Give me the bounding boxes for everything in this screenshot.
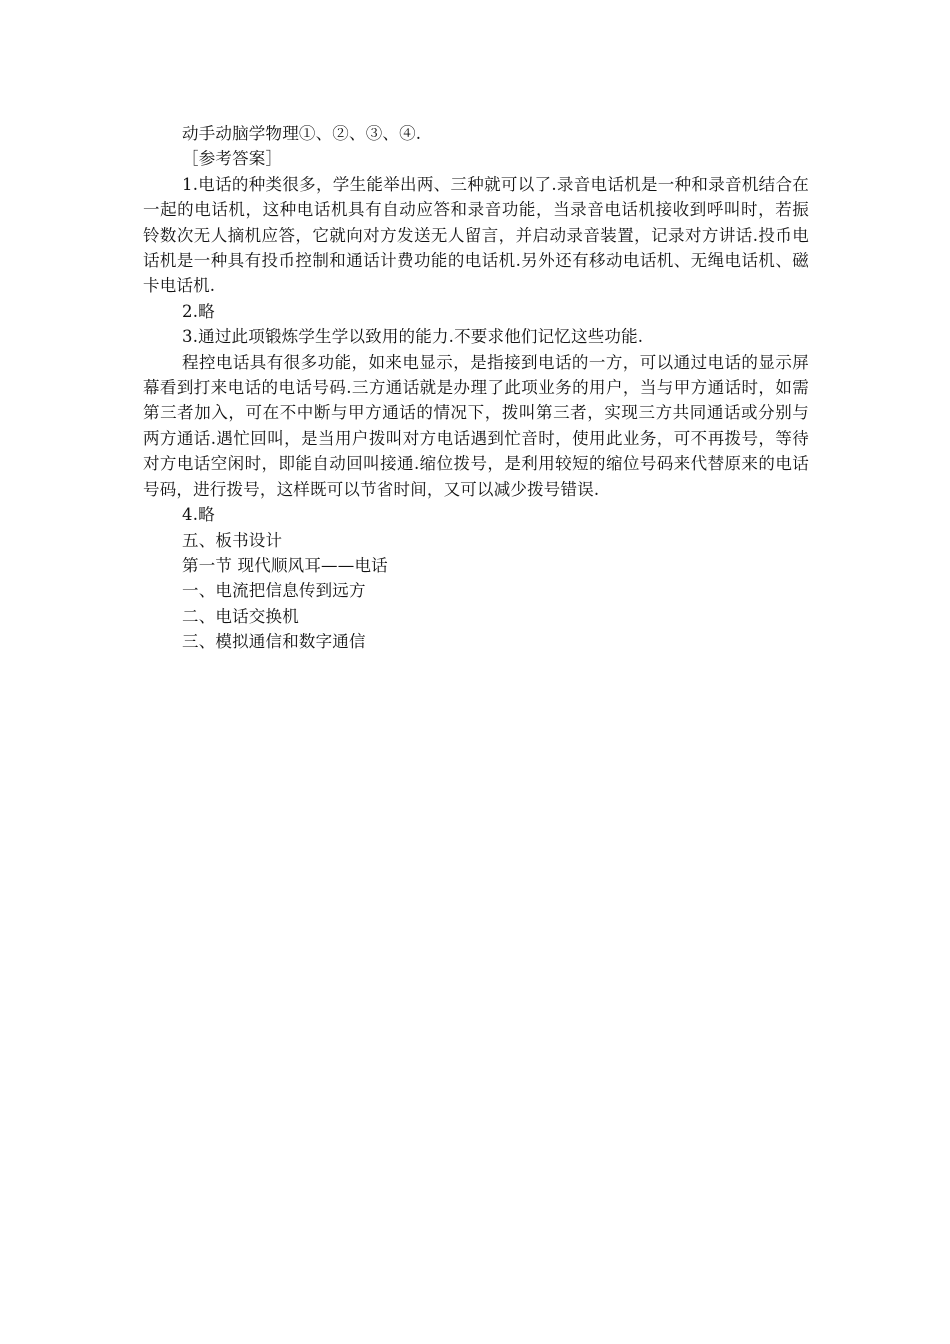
section-title: 第一节 现代顺风耳——电话 — [182, 555, 388, 575]
program-controlled-phone-paragraph: 程控电话具有很多功能，如来电显示，是指接到电话的一方，可以通过电话的显示屏幕看到打来电话的电话号码.三方通话就是办理了此项业务的用户，当与甲方通话时，如需第三者加入，可在不中断与甲方通话的情况下，拨叫第三者，实现三方共同通话或分别与两方通话.遇忙回叫，是当用户拨叫对方电话遇到忙音时，使用此业务，可不再拨号，等待对方电话空闲时，即能自动回叫接通.缩位拨号，是利用较短的缩位号码来代替原来的电话号码，进行拨号，这样既可以节省时间，又可以减少拨号错误. — [143, 352, 809, 499]
reference-answer-heading: ［参考答案］ — [182, 149, 283, 169]
answer-4-paragraph: 4.略 — [182, 505, 215, 525]
outline-item-3: 三、模拟通信和数字通信 — [182, 632, 366, 652]
answer-1-paragraph: 1.电话的种类很多，学生能举出两、三种就可以了.录音电话机是一种和录音机结合在一起的电话机，这种电话机具有自动应答和录音功能，当录音电话机接收到呼叫时，若振铃数次无人摘机应答，它就向对方发送无人留言，并启动录音装置，记录对方讲话.投币电话机是一种具有投币控制和通话计费功能的电话机.另外还有移动电话机、无绳电话机、磁卡电话机. — [143, 174, 809, 296]
exercise-heading: 动手动脑学物理①、②、③、④. — [182, 124, 422, 143]
board-design-heading: 五、板书设计 — [182, 530, 283, 550]
outline-item-1: 一、电流把信息传到远方 — [182, 581, 366, 601]
outline-item-2: 二、电话交换机 — [182, 606, 299, 626]
document-body — [143, 121, 809, 655]
answer-2-paragraph: 2.略 — [182, 301, 215, 321]
answer-3-paragraph: 3.通过此项锻炼学生学以致用的能力.不要求他们记忆这些功能. — [182, 327, 644, 347]
